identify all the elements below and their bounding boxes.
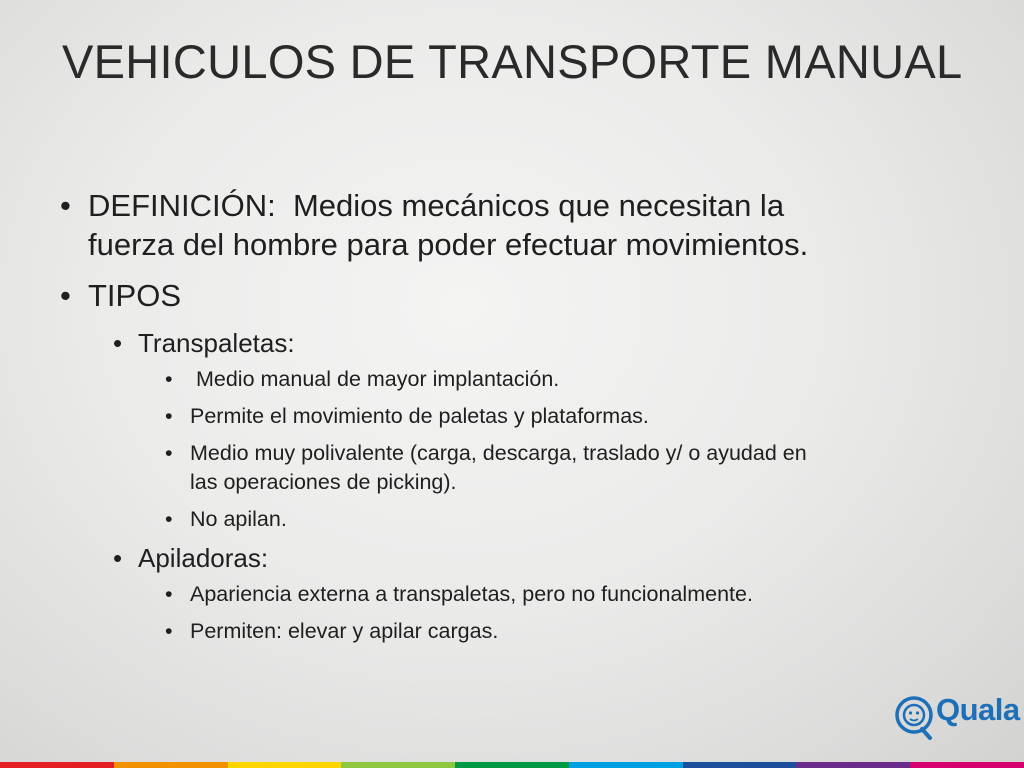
list-item [60, 439, 980, 497]
bullet-apiladoras [60, 542, 980, 574]
bullet-definicion [60, 186, 980, 264]
bullet-dot: • [60, 188, 71, 223]
bullet-dot: • [165, 582, 173, 606]
apiladoras-item-2: Permiten: elevar y apilar cargas. [190, 619, 499, 643]
apiladoras-label: Apiladoras: [138, 543, 269, 573]
list-item [60, 505, 980, 534]
transpaletas-item-1: Medio manual de mayor implantación. [190, 367, 560, 391]
stripe-segment [114, 762, 228, 768]
bullet-dot: • [113, 328, 123, 358]
stripe-segment [569, 762, 683, 768]
transpaletas-item-2: Permite el movimiento de paletas y plataformas. [190, 404, 649, 428]
list-item [60, 580, 980, 609]
quala-lion-icon [894, 694, 934, 740]
transpaletas-label: Transpaletas: [138, 328, 295, 358]
bullet-transpaletas [60, 327, 980, 359]
stripe-segment [796, 762, 910, 768]
bullet-dot: • [165, 441, 173, 465]
quala-logo [894, 692, 1020, 744]
list-item [60, 365, 980, 394]
definicion-line-2: fuerza del hombre para poder efectuar movimientos. [88, 227, 809, 262]
bullet-dot: • [60, 278, 71, 313]
slide-title: VEHICULOS DE TRANSPORTE MANUAL [62, 35, 963, 88]
tipos-label: TIPOS [88, 278, 182, 313]
color-stripe [0, 762, 1024, 768]
bullet-dot: • [165, 619, 173, 643]
list-item [60, 402, 980, 431]
bullet-dot: • [165, 507, 173, 531]
bullet-dot: • [113, 543, 123, 573]
apiladoras-item-1: Apariencia externa a transpaletas, pero no funcionalmente. [190, 582, 753, 606]
transpaletas-item-3-line-1: Medio muy polivalente (carga, descarga, traslado y/ o ayudad en [190, 441, 807, 465]
bullet-dot: • [165, 404, 173, 428]
stripe-segment [455, 762, 569, 768]
stripe-segment [228, 762, 342, 768]
bullet-dot: • [165, 367, 173, 391]
transpaletas-item-3-line-2: las operaciones de picking). [190, 470, 457, 494]
stripe-segment [910, 762, 1024, 768]
stripe-segment [341, 762, 455, 768]
stripe-segment [0, 762, 114, 768]
list-item [60, 617, 980, 646]
definicion-line-1: DEFINICIÓN: Medios mecánicos que necesitan la [88, 188, 785, 223]
bullet-tipos [60, 276, 980, 315]
stripe-segment [683, 762, 797, 768]
transpaletas-item-4: No apilan. [190, 507, 287, 531]
slide-body [60, 186, 980, 654]
logo-text: Quala [936, 692, 1020, 727]
